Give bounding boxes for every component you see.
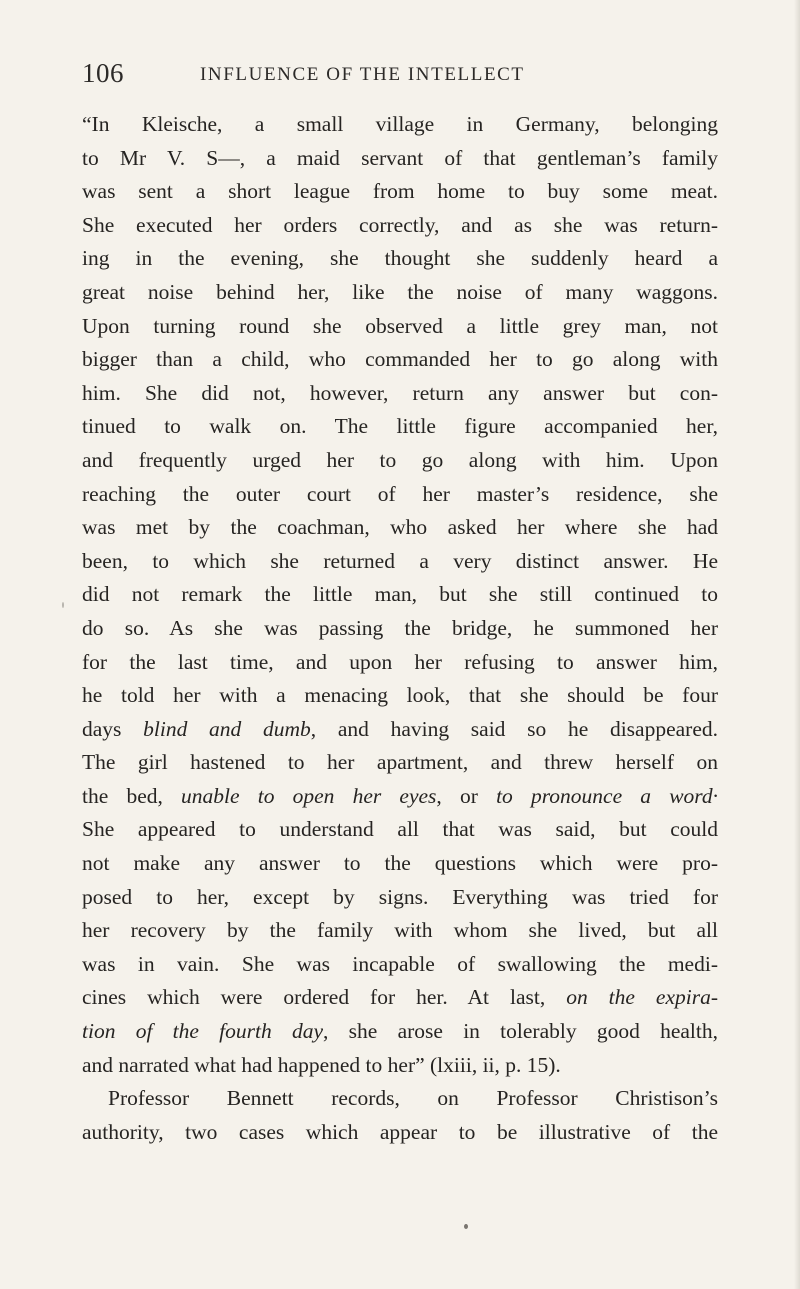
text-run: days: [82, 716, 144, 741]
text-line: did not remark the little man, but she still continued to: [82, 582, 718, 607]
text-line: posed to her, except by signs. Everything was tried for: [82, 884, 718, 909]
text-run: cines which were ordered for her. At last,: [82, 985, 567, 1010]
italic-phrase: unable to open her eyes: [181, 783, 437, 808]
page-number: 106: [82, 58, 124, 88]
text-line: was met by the coachman, who asked her where she had: [82, 515, 718, 540]
text-run: , she arose in tolerably good health,: [323, 1019, 718, 1044]
text-line: ing in the evening, she thought she suddenly heard a: [82, 246, 718, 271]
text-run: the bed,: [82, 783, 182, 808]
text-line: She appeared to understand all that was said, but could: [82, 817, 718, 842]
text-line: The girl hastened to her apartment, and threw herself on: [82, 750, 718, 775]
text-run: , and having said so he disappeared.: [310, 716, 718, 741]
running-title: INFLUENCE OF THE INTELLECT: [200, 64, 525, 85]
body-text: [82, 108, 718, 1149]
text-line: he told her with a menacing look, that she should be four: [82, 683, 718, 708]
text-line: She executed her orders correctly, and as she was return-: [82, 212, 718, 237]
text-line: was in vain. She was incapable of swallowing the medi-: [82, 951, 718, 976]
text-line: Upon turning round she observed a little grey man, not: [82, 313, 718, 338]
text-line: him. She did not, however, return any answer but con-: [82, 380, 718, 405]
text-line: [82, 1015, 718, 1049]
text-line: do so. As she was passing the bridge, he summoned her: [82, 615, 718, 640]
text-line: authority, two cases which appear to be illustrative of the: [82, 1119, 718, 1144]
page-edge-shadow: [794, 0, 800, 1289]
text-run: , or: [436, 783, 497, 808]
text-line: reaching the outer court of her master’s residence, she: [82, 481, 718, 506]
italic-phrase: tion of the fourth day: [82, 1019, 324, 1044]
paper-speck: [464, 1224, 468, 1229]
text-line: tinued to walk on. The little figure accompanied her,: [82, 414, 718, 439]
text-line: Professor Bennett records, on Professor Christison’s: [108, 1086, 718, 1111]
italic-phrase: on the expira-: [566, 985, 719, 1010]
paper-speck: [62, 602, 64, 608]
text-line: and frequently urged her to go along with him. Upon: [82, 447, 718, 472]
text-line: and narrated what had happened to her” (lxiii, ii, p. 15).: [82, 1052, 561, 1077]
text-line: [82, 981, 718, 1015]
text-line: “In Kleische, a small village in Germany, belonging: [82, 112, 718, 136]
text-line: for the last time, and upon her refusing to answer him,: [82, 649, 718, 674]
text-line: [82, 780, 718, 814]
text-line: [82, 713, 718, 747]
text-line: been, to which she returned a very distinct answer. He: [82, 548, 718, 573]
text-line: not make any answer to the questions which were pro-: [82, 851, 718, 876]
text-line: was sent a short league from home to buy some meat.: [82, 179, 718, 204]
text-line: bigger than a child, who commanded her to go along with: [82, 347, 718, 372]
text-line: great noise behind her, like the noise of many waggons.: [82, 279, 718, 304]
running-head: [82, 58, 722, 92]
italic-phrase: blind and dumb: [143, 716, 311, 741]
text-line: her recovery by the family with whom she lived, but all: [82, 918, 718, 943]
italic-phrase: to pronounce a word·: [496, 783, 718, 808]
text-line: to Mr V. S—, a maid servant of that gentleman’s family: [82, 145, 718, 170]
